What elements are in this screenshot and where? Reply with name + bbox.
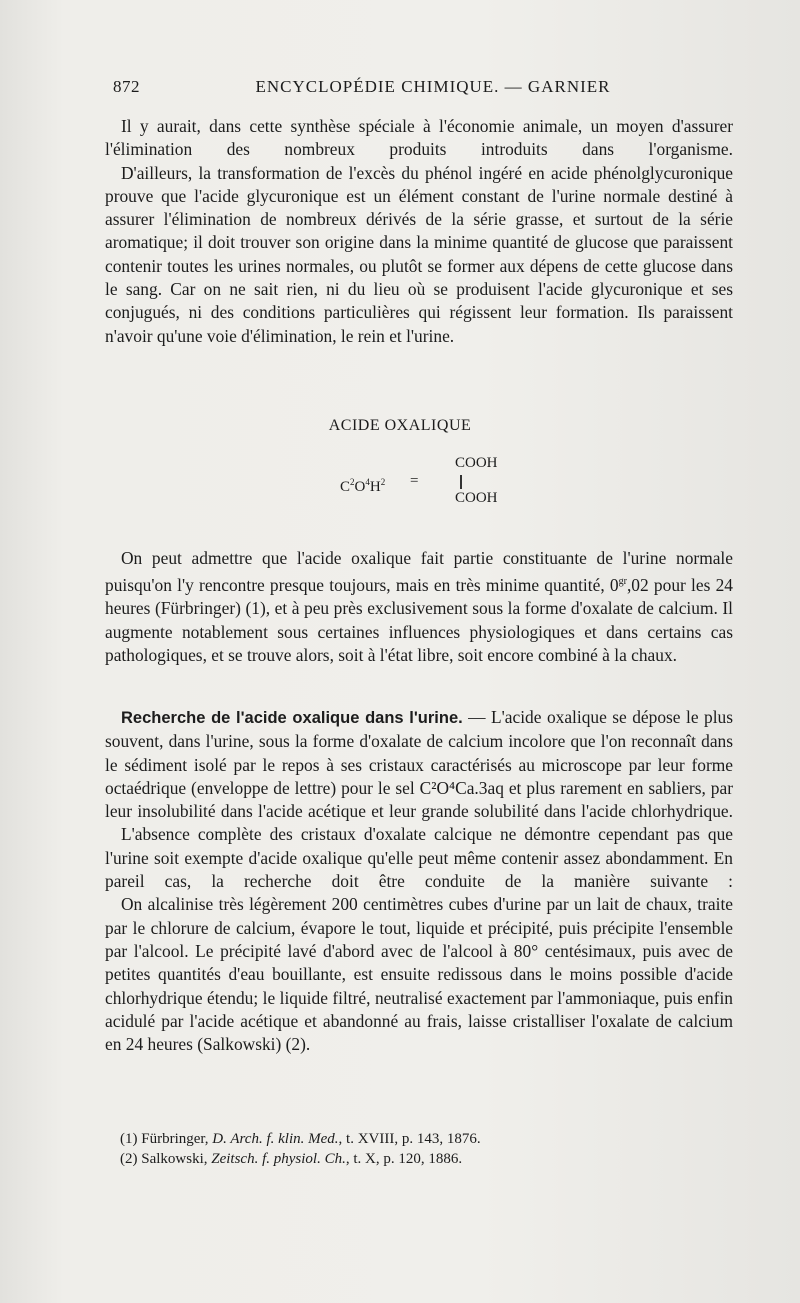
- paragraph-text: On peut admettre que l'acide oxalique fait partie constituante de l'urine normale puisqu'on l'y rencontre presque toujours, mais en très minime quantité, 0: [105, 548, 733, 596]
- formula-symbol: O: [354, 479, 366, 495]
- unit-superscript: gr: [618, 576, 627, 588]
- oxalic-text: [105, 547, 733, 667]
- paragraph: [105, 706, 733, 823]
- formula-symbol: H: [369, 479, 381, 495]
- paragraph: Il y aurait, dans cette synthèse spéciale à l'économie animale, un moyen d'assurer l'élimination des nombreux produits introduits dans l'organisme.: [105, 116, 733, 160]
- footnote-reference: , t. X, p. 120, 1886.: [345, 1151, 463, 1167]
- paragraph-text: — L'acide oxalique se dépose le plus souvent, dans l'urine, sous la forme d'oxalate de calcium incolore que l'on reconnaît dans le sédiment isolé par le repos à ses cristaux caractérisés au microscope par leur forme octaédrique (enveloppe de lettre) pour le sel C²O⁴Ca.3aq et plus rarement en sabliers, par leur insolubilité dans l'acide acétique et leur grande solubilité dans l'acide chlorhydrique.: [105, 707, 733, 822]
- footnote-journal: Zeitsch. f. physiol. Ch.: [211, 1151, 346, 1167]
- formula-subscript: 2: [350, 477, 355, 487]
- formula-symbol: C: [340, 479, 351, 495]
- paragraph: D'ailleurs, la transformation de l'excès du phénol ingéré en acide phénolglycuronique prouve que l'acide glycuronique est un élément constant de l'urine normale destiné à assurer l'élimination de nombreux dérivés de la série grasse, et surtout de la série aromatique; il doit trouver son origine dans la minime quantité de glucose que paraissent contenir toutes les urines normales, ou plutôt se former aux dépens de cette glucose dans le sang. Car on ne sait rien, ni du lieu où se produisent l'acide glycuronique et ses conjugués, ni des conditions particulières qui régissent leur formation. Ils paraissent n'avoir qu'une voie d'élimination, le rein et l'urine.: [105, 162, 733, 346]
- formula-bottom-group: COOH: [455, 490, 498, 506]
- footnote: [120, 1129, 720, 1149]
- equals-sign: =: [410, 473, 419, 489]
- footnote-author: (2) Salkowski,: [120, 1151, 212, 1167]
- section-title: ACIDE OXALIQUE: [328, 417, 472, 434]
- paragraph: On alcalinise très légèrement 200 centimètres cubes d'urine par un lait de chaux, traite par le chlorure de calcium, évapore le tout, liquide et précipité, puis précipite l'ensemble par l'alcool. Le précipité lavé d'abord avec de l'alcool à 80° centésimaux, puis avec de petites quantités d'eau bouillante, est ensuite redissous dans le moins possible d'acide chlorhydrique étendu; le liquide filtré, neutralisé exactement par l'ammoniaque, puis enfin acidulé par l'acide acétique et abandonné au frais, laisse cristalliser l'oxalate de calcium en 24 heures (Salkowski) (2).: [105, 894, 733, 1055]
- bond-line: [460, 475, 462, 489]
- footnotes: [120, 1129, 720, 1169]
- running-title: ENCYCLOPÉDIE CHIMIQUE. — GARNIER: [255, 77, 611, 96]
- intro-text: [105, 115, 733, 348]
- footnote: [120, 1149, 720, 1169]
- page-number: 872: [113, 77, 140, 96]
- formula-top-group: COOH: [455, 455, 498, 471]
- formula-subscript: 4: [365, 477, 370, 487]
- paragraph: L'absence complète des cristaux d'oxalate calcique ne démontre cependant pas que l'urine soit exempte d'acide oxalique qu'elle peut même contenir assez abondamment. En pareil cas, la recherche doit être conduite de la manière suivante :: [105, 824, 733, 892]
- paragraph: [105, 547, 733, 667]
- formula-lhs: [340, 477, 385, 496]
- formula-subscript: 2: [380, 477, 386, 487]
- recherche-text: [105, 706, 733, 1056]
- footnote-author: (1) Fürbringer,: [120, 1131, 213, 1147]
- paragraph-heading: Recherche de l'acide oxalique dans l'urine.: [121, 709, 463, 727]
- paragraph-text: ,02 pour les 24 heures (Fürbringer) (1), et à peu près exclusivement sous la forme d'oxalate de calcium. Il augmente notablement sous certaines influences physiologiques et dans certains cas pathologiques, et se trouve alors, soit à l'état libre, soit encore combiné à la chaux.: [105, 575, 733, 665]
- footnote-journal: D. Arch. f. klin. Med.: [212, 1131, 339, 1147]
- running-header: [113, 77, 723, 99]
- footnote-reference: , t. XVIII, p. 143, 1876.: [338, 1131, 481, 1147]
